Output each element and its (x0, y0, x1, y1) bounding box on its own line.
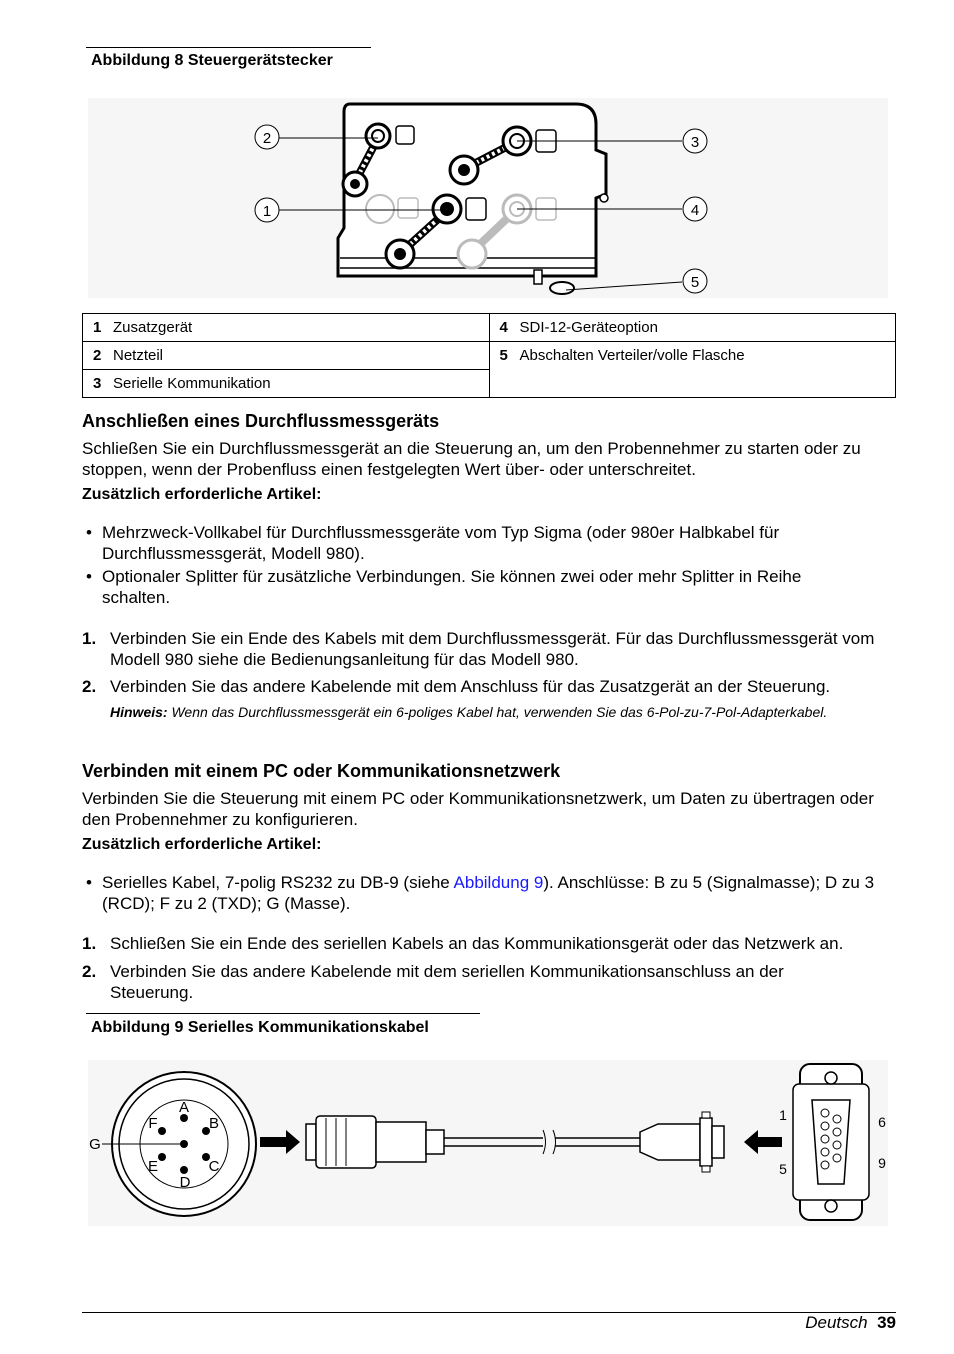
step-text: Verbinden Sie das andere Kabelende mit dem seriellen Kommunikationsanschluss an der Steuerung. (110, 962, 784, 1002)
bullet-marker: • (86, 523, 92, 542)
callout-5 (683, 269, 707, 293)
figure9-title: Abbildung 9 Serielles Kommunikationskabel (91, 1019, 429, 1036)
page-number: 39 (877, 1313, 896, 1332)
legend-cell (83, 342, 490, 370)
pin-label-g: G (89, 1136, 101, 1153)
step-number: 1. (82, 934, 97, 953)
bullet-text-pre: Serielles Kabel, 7-polig RS232 zu DB-9 (siehe (102, 873, 454, 892)
db9-label-1: 1 (779, 1107, 787, 1123)
list-item (82, 522, 900, 564)
step-item (82, 676, 900, 697)
bullet-marker: • (86, 567, 92, 586)
db9-label-9: 9 (878, 1155, 886, 1171)
callout-3 (683, 129, 707, 153)
circular-plug (306, 1116, 444, 1168)
legend-label: Abschalten Verteiler/volle Flasche (519, 347, 745, 364)
section1-items-heading: Zusätzlich erforderliche Artikel: (82, 486, 322, 503)
section1-intro: Schließen Sie ein Durchflussmessgerät an die Steuerung an, um den Probennehmer zu starten oder zu stoppen, wenn der Probenfluss einen festgelegten Wert über- oder unterschreitet. (82, 439, 861, 479)
callout-4-label: 4 (690, 202, 700, 219)
bullet-marker: • (86, 873, 92, 892)
bullet-text (102, 872, 897, 914)
figure8-legend-table (82, 313, 896, 398)
pin-label-a: A (178, 1099, 190, 1116)
legend-row (83, 314, 896, 342)
controller-connector-drawing (88, 98, 888, 298)
legend-num: 5 (499, 347, 508, 364)
legend-num: 1 (93, 319, 102, 336)
legend-label: Netzteil (113, 347, 164, 364)
step-number: 2. (82, 962, 97, 981)
figure9-link[interactable]: Abbildung 9 (453, 873, 544, 892)
list-item (82, 566, 900, 608)
pin-label-b: B (208, 1115, 220, 1132)
arrow-right-icon (260, 1130, 300, 1154)
callout-1 (255, 198, 279, 222)
note-label: Hinweis: (110, 704, 168, 720)
legend-cell (489, 314, 896, 342)
pin-label-d: D (179, 1174, 191, 1191)
seven-pin-connector (89, 1072, 256, 1216)
legend-num: 3 (93, 375, 102, 392)
figure8-title: Abbildung 8 Steuergerätstecker (91, 52, 333, 69)
figure9-image (88, 1060, 888, 1226)
db9-label-6: 6 (878, 1114, 886, 1130)
section2-heading: Verbinden mit einem PC oder Kommunikationsnetzwerk (82, 761, 561, 781)
legend-label: SDI-12-Geräteoption (519, 319, 658, 336)
serial-cable-drawing (88, 1060, 888, 1226)
legend-cell (83, 370, 490, 398)
note (110, 703, 840, 721)
callout-2 (255, 125, 279, 149)
legend-row (83, 342, 896, 370)
figure9-rule (86, 1013, 480, 1014)
callout-3-label: 3 (690, 134, 700, 151)
connector-5 (550, 282, 574, 294)
callout-1-label: 1 (262, 203, 272, 220)
legend-label: Serielle Kommunikation (113, 375, 271, 392)
legend-num: 2 (93, 347, 102, 364)
step-text: Schließen Sie ein Ende des seriellen Kabels an das Kommunikationsgerät oder das Netzwerk an. (110, 934, 844, 953)
pin-label-e: E (147, 1158, 159, 1175)
legend-cell (83, 314, 490, 342)
db9-socket (779, 1064, 886, 1220)
db9-label-5: 5 (779, 1161, 787, 1177)
bullet-text: Optionaler Splitter für zusätzliche Verbindungen. Sie können zwei oder mehr Splitter in Reihe schalten. (102, 567, 802, 607)
arrow-left-icon (744, 1130, 782, 1154)
section2-intro: Verbinden Sie die Steuerung mit einem PC oder Kommunikationsnetzwerk, um Daten zu übertragen oder den Probennehmer zu konfigurieren. (82, 789, 874, 829)
callout-2-label: 2 (262, 130, 272, 147)
list-item (82, 872, 900, 914)
step-text: Verbinden Sie das andere Kabelende mit dem Anschluss für das Zusatzgerät an der Steuerung. (110, 677, 831, 696)
step-item (82, 628, 900, 670)
bullet-text: Mehrzweck-Vollkabel für Durchflussmessgeräte vom Typ Sigma (oder 980er Halbkabel für Durchflussmessgerät, Modell 980). (102, 523, 780, 563)
note-text: Wenn das Durchflussmessgerät ein 6-poliges Kabel hat, verwenden Sie das 6-Pol-zu-7-Pol-Adapterkabel. (171, 704, 828, 720)
step-text: Verbinden Sie ein Ende des Kabels mit dem Durchflussmessgerät. Für das Durchflussmessgerät vom Modell 980 siehe die Bedienungsanleitung für das Modell 980. (110, 629, 875, 669)
section1-heading: Anschließen eines Durchflussmessgeräts (82, 411, 440, 431)
figure8-rule (86, 47, 371, 48)
legend-num: 4 (499, 319, 508, 336)
step-item (82, 933, 900, 954)
pin-label-f: F (148, 1115, 158, 1132)
footer-rule (82, 1312, 896, 1313)
legend-label: Zusatzgerät (113, 319, 193, 336)
callout-4 (683, 197, 707, 221)
cable (444, 1130, 640, 1154)
step-number: 2. (82, 677, 97, 696)
db9-plug (640, 1112, 724, 1172)
pin-label-c: C (208, 1158, 220, 1175)
step-item (82, 961, 900, 1003)
page-footer (805, 1313, 896, 1333)
legend-cell (489, 342, 896, 398)
bullet-text-post: ). Anschlüsse: B zu 5 (Signalmasse); D zu 3 (RCD); F zu 2 (TXD); G (Masse). (102, 873, 875, 913)
figure8-image (88, 98, 888, 298)
footer-language: Deutsch (805, 1313, 868, 1332)
section2-items-heading: Zusätzlich erforderliche Artikel: (82, 836, 322, 853)
step-number: 1. (82, 629, 97, 648)
callout-5-label: 5 (690, 274, 700, 291)
